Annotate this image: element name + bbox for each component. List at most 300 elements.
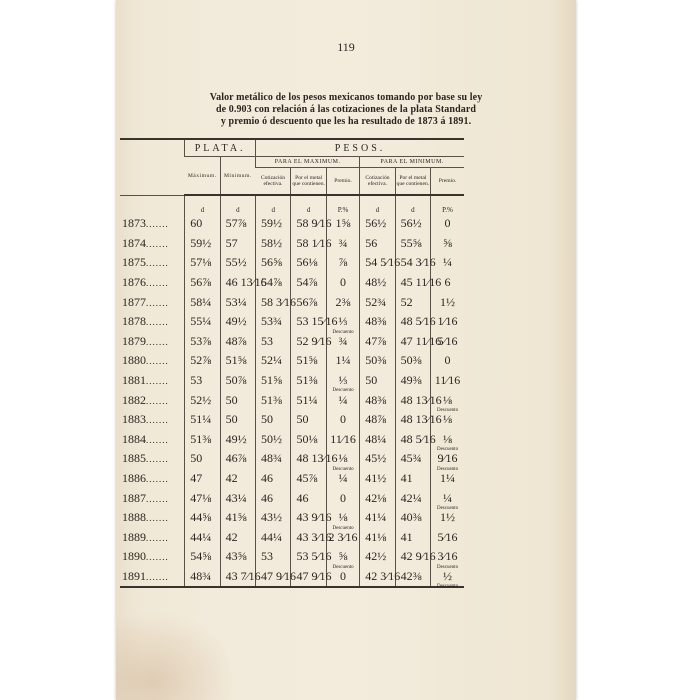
cell-value: 42⅜ [400,568,422,583]
year-cell [120,371,185,391]
metal-max-cell [291,371,326,391]
premio-min-cell [431,312,464,332]
year-cell [120,390,185,410]
cell-value: 50⅛ [296,431,318,446]
cell-value: 56⅞ [296,294,318,309]
metal-min-cell [395,508,430,528]
premio-max-cell [326,329,359,352]
year-cell [120,273,185,293]
metal-max-cell [291,214,332,234]
leader-dots: ....... [146,219,169,230]
year-value: 1889 [122,529,146,544]
cell-value: 50⅜ [365,353,387,368]
cell-value: 47⅛ [190,490,212,505]
year-cell [120,508,185,528]
cot-min-cell [360,234,395,254]
leader-dots: ....... [146,238,169,249]
cell-value: 55¼ [190,314,212,329]
descuento-note: Descuento [332,329,354,335]
plata-min-cell [220,449,255,469]
plata-min-cell [220,390,255,410]
cell-value: 49½ [225,314,247,329]
cell-value: 54⅝ [190,549,212,564]
cot-min-cell [360,371,395,391]
cell-value: 52¼ [261,353,283,368]
plata-min-cell [220,488,255,508]
cell-value: 56⅛ [296,255,318,270]
para-maximum-header: PARA EL MAXIMUM. [256,157,360,168]
leader-dots: ....... [146,278,169,289]
cot-max-cell [256,528,291,548]
leader-dots: ....... [146,513,169,524]
metal-max-cell [291,292,326,312]
cell-value: 47⅞ [365,333,387,348]
cell-value: ⅝ [443,235,453,250]
metal-min-cell [395,332,442,352]
descuento-note: Descuento [436,505,459,511]
premio-max-cell [326,466,359,489]
plata-min-cell [220,332,255,352]
title-line: Valor metálico de los pesos mexicanos tomando por base su ley [209,92,483,103]
cot-max-cell [256,488,291,508]
plata-min-cell [220,234,255,254]
cell-value: 52 [400,294,413,309]
cell-value: 53 15⁄16 [296,314,338,329]
cell-value: 1⁄16 [437,314,458,329]
cell-value: 58¼ [190,294,212,309]
cell-value: 47 9⁄16 [261,568,297,583]
premio-min-cell [431,466,464,489]
cell-value: 0 [444,216,451,231]
premio-max-cell [326,214,359,234]
unit-label: d [291,195,326,214]
title-line: y premio ó descuento que les ha resultado de 1873 á 1891. [220,116,472,127]
cell-value: 43½ [261,510,283,525]
descuento-note: Descuento [436,466,459,472]
cell-value: ¼ [443,490,453,505]
table-row [120,332,464,352]
premio-min-cell [431,292,464,312]
cell-value: 9⁄16 [437,451,458,466]
cot-max-cell [256,430,291,450]
cell-value: 51¼ [190,412,212,427]
cell-value: 58½ [261,235,283,250]
leader-dots: ....... [146,474,169,485]
cell-value: 1¼ [440,471,456,486]
cell-value: ⅞ [338,255,348,270]
cell-value: ¼ [338,392,348,407]
metal-max-cell [291,488,326,508]
year-cell [120,488,185,508]
leader-dots: ....... [146,532,169,543]
metal-min-cell [395,488,430,508]
premio-min-cell [431,547,464,570]
leader-dots: ....... [146,258,169,269]
cell-value: 41 [400,529,413,544]
cell-value: 50⅜ [400,353,422,368]
table-row [120,390,464,410]
year-cell [120,469,185,489]
year-cell [120,312,185,332]
descuento-note: Descuento [332,466,354,472]
cell-value: 53¾ [261,314,283,329]
plata-min-cell [220,567,261,588]
cot-max-cell [256,567,297,588]
cell-value: 5⁄16 [437,529,458,544]
cell-value: ⅛ [338,451,348,466]
plata-max-cell [185,312,220,332]
cot-max-cell [256,390,291,410]
premio-min-cell [431,505,464,528]
cell-value: 52¾ [365,294,387,309]
descuento-note: Descuento [332,388,354,394]
year-value: 1877 [122,294,146,309]
cell-value: 57⅞ [225,216,247,231]
table-row [120,371,464,391]
year-cell [120,332,185,352]
cell-value: 54 3⁄16 [400,255,436,270]
cot-max-cell [256,371,291,391]
cell-value: 54 5⁄16 [365,255,401,270]
year-value: 1878 [122,314,146,329]
metal-max-cell [291,253,326,273]
leader-dots: ....... [146,454,169,465]
plata-min-cell [220,214,255,234]
cell-value: 48⅞ [365,412,387,427]
year-cell [120,449,185,469]
cell-value: 1½ [440,510,456,525]
plata-min-cell [220,508,255,528]
table-row [120,292,464,312]
metal-max-cell [291,332,332,352]
cot-max-cell [256,292,297,312]
cell-value: 0 [340,412,347,427]
cell-value: 46 [296,490,309,505]
premio-max-header: Premio. [326,168,359,196]
premio-max-cell [326,564,359,588]
cell-value: 53 [261,549,274,564]
cell-value: 41 [400,471,413,486]
cell-value: ⅛ [443,412,453,427]
premio-min-cell [431,273,464,293]
premio-max-cell [326,273,359,293]
premio-max-cell [326,312,359,335]
leader-dots: ....... [146,376,169,387]
cell-value: 53 [261,333,274,348]
year-value: 1883 [122,412,146,427]
cell-value: 56 [365,235,378,250]
descuento-note: Descuento [436,564,459,570]
units-row [120,195,464,214]
metal-max-cell [291,351,326,371]
year-value: 1876 [122,275,146,290]
cot-min-cell [360,351,395,371]
cell-value: 0 [340,568,347,583]
year-value: 1885 [122,451,146,466]
cell-value: 56⅝ [261,255,283,270]
cell-value: 51¼ [296,392,318,407]
leader-dots: ....... [146,395,169,406]
metal-min-cell [395,390,442,410]
cell-value: 52½ [190,392,212,407]
year-cell [120,351,185,371]
metal-min-cell [395,312,436,332]
cell-value: 51⅜ [190,431,212,446]
cell-value: 52 9⁄16 [296,333,332,348]
leader-dots: ....... [146,434,169,445]
cell-value: 43 7⁄16 [225,568,261,583]
premio-max-cell [326,351,359,371]
cell-value: 48¾ [261,451,283,466]
plata-max-cell [185,469,220,489]
cell-value: 48 13⁄16 [296,451,338,466]
cell-value: 57 [225,235,238,250]
plata-max-cell [185,567,220,588]
cell-value: 53⅞ [190,333,212,348]
cell-value: 47 [190,471,203,486]
metal-min-cell [395,371,430,391]
premio-min-cell [431,371,464,391]
cell-value: 51⅝ [225,353,247,368]
plata-max-cell [185,332,220,352]
metal-max-cell [291,547,332,567]
cell-value: 45 11⁄16 [400,275,442,290]
cell-value: 44⅝ [190,510,212,525]
year-cell [120,292,185,312]
cot-min-cell [360,312,395,332]
cell-value: 45¾ [400,451,422,466]
leader-dots: ....... [146,571,169,582]
plata-min-cell [220,351,255,371]
cell-value: 47 9⁄16 [296,568,332,583]
cell-value: 48 5⁄16 [400,431,436,446]
cell-value: 43¼ [225,490,247,505]
plata-min-cell [220,292,255,312]
cell-value: 42 [225,471,238,486]
table-row [120,528,464,548]
cell-value: 43 9⁄16 [296,510,332,525]
year-value: 1880 [122,353,146,368]
year-value: 1881 [122,373,146,388]
premio-max-cell [326,390,359,410]
metal-max-cell [291,312,338,332]
leader-dots: ....... [146,552,169,563]
minimum-header: Mínimum. [220,157,255,196]
year-cell [120,214,185,234]
cot-max-cell [256,469,291,489]
premio-max-cell [326,525,359,548]
metal-min-cell [395,253,436,273]
premio-min-cell [431,449,464,472]
cell-value: 59½ [261,216,283,231]
metal-max-cell [291,234,332,254]
pesos-header: PESOS. [256,139,464,157]
cell-value: 50 [261,412,274,427]
year-value: 1890 [122,549,146,564]
descuento-note: Descuento [332,564,354,570]
cell-value: 43 3⁄16 [296,529,332,544]
premio-max-cell [326,508,359,531]
cell-value: 48 13⁄16 [400,392,442,407]
metal-min-cell [395,273,442,293]
cell-value: 58 9⁄16 [296,216,332,231]
plata-min-cell [220,253,255,273]
premio-min-cell [431,564,464,590]
cot-min-cell [360,273,395,293]
descuento-note: Descuento [436,407,459,413]
cell-value: 48 5⁄16 [400,314,436,329]
table-body [120,195,464,590]
premio-min-cell [431,332,464,352]
year-value: 1884 [122,431,146,446]
plata-max-cell [185,214,220,234]
cell-value: 42 [225,529,238,544]
cell-value: 50½ [261,431,283,446]
metal-min-cell [395,547,436,567]
cell-value: 50 [225,392,238,407]
year-cell [120,253,185,273]
metal-max-cell [291,449,338,469]
cell-value: 48⅞ [225,333,247,348]
cell-value: ¾ [338,333,348,348]
plata-max-cell [185,449,220,469]
cell-value: 46⅞ [225,451,247,466]
table-row [120,430,464,450]
cell-value: 48⅜ [365,392,387,407]
cot-max-cell [256,547,291,567]
plata-min-cell [220,528,255,548]
table-row [120,410,464,430]
cell-value: 48 13⁄16 [400,412,442,427]
year-value: 1879 [122,333,146,348]
cell-value: 49⅜ [400,373,422,388]
plata-min-cell [220,469,255,489]
table-row [120,488,464,508]
cell-value: 60 [190,216,203,231]
silver-peso-table [120,138,464,588]
unit-label: d [185,195,220,214]
cot-min-cell [360,332,395,352]
metal-min-cell [395,469,430,489]
cot-max-cell [256,508,291,528]
metal-max-header: Por el metal que contienen. [291,168,326,196]
cot-max-cell [256,234,291,254]
cell-value: 54⅞ [296,275,318,290]
cell-value: 42½ [365,549,387,564]
year-cell [120,547,185,567]
metal-min-cell [395,292,430,312]
premio-min-cell [431,390,464,413]
metal-max-cell [291,528,332,548]
cell-value: 58 3⁄16 [261,294,297,309]
cot-max-cell [256,332,291,352]
cot-max-cell [256,410,291,430]
table-row [120,508,464,528]
year-value: 1875 [122,255,146,270]
premio-min-cell [431,253,464,273]
plata-max-cell [185,351,220,371]
metal-min-header: Por el metal que contienen. [395,168,430,196]
cot-min-cell [360,528,395,548]
cell-value: 42 3⁄16 [365,568,401,583]
cot-max-cell [256,351,291,371]
cell-value: 0 [340,490,347,505]
cell-value: 55⅝ [400,235,422,250]
cot-max-cell [256,214,291,234]
metal-max-cell [291,469,326,489]
cell-value: 6 [444,275,451,290]
cot-max-cell [256,312,291,332]
metal-max-cell [291,390,326,410]
cell-value: ¾ [338,235,348,250]
metal-min-cell [395,410,442,430]
plata-min-cell [220,430,255,450]
metal-min-cell [395,567,430,588]
year-cell [120,410,185,430]
cell-value: 43⅝ [225,549,247,564]
cot-min-cell [360,488,395,508]
cell-value: ⅛ [443,431,453,446]
table-row [120,547,464,567]
cot-max-cell [256,253,291,273]
cot-min-cell [360,410,395,430]
metal-min-cell [395,214,430,234]
cell-value: 47 11⁄16 [400,333,442,348]
table-row [120,351,464,371]
cell-value: 48¼ [365,431,387,446]
cell-value: 50 [365,373,378,388]
para-minimum-header: PARA EL MINIMUM. [360,157,464,168]
cell-value: 41⅝ [225,510,247,525]
cell-value: 5⁄16 [437,333,458,348]
cell-value: 56½ [400,216,422,231]
plata-max-cell [185,430,220,450]
descuento-note: Descuento [436,584,459,590]
cell-value: 42¼ [400,490,422,505]
cell-value: 53 [190,373,203,388]
metal-min-cell [395,528,430,548]
metal-min-cell [395,430,436,450]
premio-min-cell [431,234,464,254]
cell-value: 50 [190,451,203,466]
cell-value: 11⁄16 [434,373,461,388]
cell-value: 46 [261,490,274,505]
plata-min-cell [220,273,267,293]
premio-min-cell [431,351,464,371]
cell-value: 11⁄16 [330,431,356,446]
cot-min-cell [360,390,395,410]
plata-min-cell [220,312,255,332]
cell-value: 1⅝ [335,216,351,231]
cotizacion-max-header: Cotización efectiva. [256,168,291,196]
plata-max-cell [185,234,220,254]
table-row [120,312,464,332]
metal-min-cell [395,234,430,254]
metal-max-cell [291,410,326,430]
table-row [120,214,464,234]
cot-min-cell [360,469,395,489]
cell-value: 48⅜ [365,314,387,329]
cot-max-cell [256,273,291,293]
cell-value: 2⅜ [335,294,351,309]
cell-value: 53¼ [225,294,247,309]
table-row [120,273,464,293]
maximum-header: Máximum. [185,157,220,196]
premio-max-cell [326,371,359,394]
cot-min-cell [360,430,395,450]
cell-value: 57⅛ [190,255,212,270]
plata-min-cell [220,547,255,567]
